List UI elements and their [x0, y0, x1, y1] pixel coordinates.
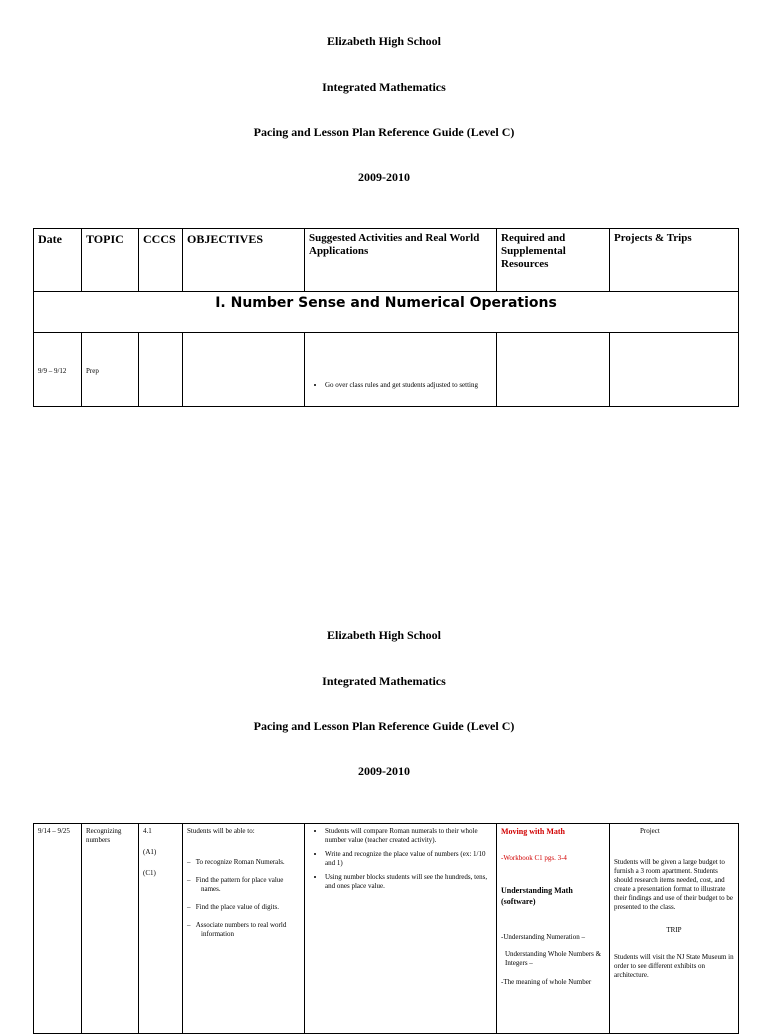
row-topic: Prep [82, 333, 139, 407]
project-text: Students will be given a large budget to furnish a 3 room apartment. Students should research items needed, cost, and create a presentation format to illustrate their findings and use of their budget to be presented to the class. [614, 858, 733, 911]
course-name: Integrated Mathematics [322, 80, 446, 94]
header-cccs: CCCS [139, 229, 183, 292]
row-cccs [139, 333, 183, 407]
row-objectives [183, 333, 305, 407]
header-objectives: OBJECTIVES [183, 229, 305, 292]
resource-workbook: -Workbook C1 pgs. 3-4 [501, 854, 567, 862]
header-topic: TOPIC [82, 229, 139, 292]
trip-text: Students will visit the NJ State Museum in order to see different exhibits on architecture. [614, 953, 734, 979]
row-activities [305, 824, 497, 1034]
project-label: Project [640, 827, 660, 835]
objective-item: – Associate numbers to real world information [187, 921, 287, 938]
resource-item: -The meaning of whole Number [501, 978, 592, 986]
pacing-table-2 [33, 823, 739, 1034]
row-date: 9/9 – 9/12 [34, 333, 82, 407]
school-year-2: 2009-2010 [358, 764, 410, 778]
cccs-code: (A1) [143, 848, 157, 856]
objective-item: – Find the pattern for place value names. [187, 876, 284, 893]
objective-item: – To recognize Roman Numerals. [187, 858, 285, 866]
activity-item: • Go over class rules and get students adjusted to setting [325, 381, 492, 390]
row-topic: Recognizing numbers [82, 824, 139, 1034]
school-name: Elizabeth High School [326, 34, 442, 48]
row-activities [305, 333, 497, 407]
row-resources [497, 333, 610, 407]
header-activities: Suggested Activities and Real World Applications [305, 229, 497, 292]
resource-software: Understanding Math (software) [501, 886, 573, 906]
trip-label: TRIP [666, 926, 682, 934]
course-name-2: Integrated Mathematics [322, 674, 446, 688]
activity-item: • Students will compare Roman numerals to their whole number value (teacher created activity). [325, 827, 492, 845]
row-cccs [139, 824, 183, 1034]
guide-title-2: Pacing and Lesson Plan Reference Guide (Level C) [253, 719, 515, 733]
guide-title: Pacing and Lesson Plan Reference Guide (Level C) [253, 125, 515, 139]
row-objectives [183, 824, 305, 1034]
row-projects [610, 333, 739, 407]
row-date: 9/14 – 9/25 [34, 824, 82, 1034]
cccs-code: (C1) [143, 869, 156, 877]
activity-item: • Using number blocks students will see the hundreds, tens, and ones place value. [325, 873, 492, 891]
objectives-intro: Students will be able to: [187, 827, 255, 835]
header-projects: Projects & Trips [610, 229, 739, 292]
header-resources: Required and Supplemental Resources [497, 229, 610, 292]
school-year: 2009-2010 [358, 170, 410, 184]
cccs-code: 4.1 [143, 827, 152, 835]
activity-item: • Write and recognize the place value of numbers (ex: 1/10 and 1) [325, 850, 492, 868]
objective-item: – Find the place value of digits. [187, 903, 279, 911]
row-projects [610, 824, 739, 1034]
resource-book: Moving with Math [501, 827, 565, 836]
resource-item: -Understanding Numeration – [501, 933, 585, 941]
school-name-2: Elizabeth High School [326, 628, 442, 642]
section-title: I. Number Sense and Numerical Operations [34, 292, 739, 333]
row-resources [497, 824, 610, 1034]
header-date: Date [34, 229, 82, 292]
pacing-table-1 [33, 228, 739, 407]
resource-item: Understanding Whole Numbers & Integers – [505, 950, 602, 967]
